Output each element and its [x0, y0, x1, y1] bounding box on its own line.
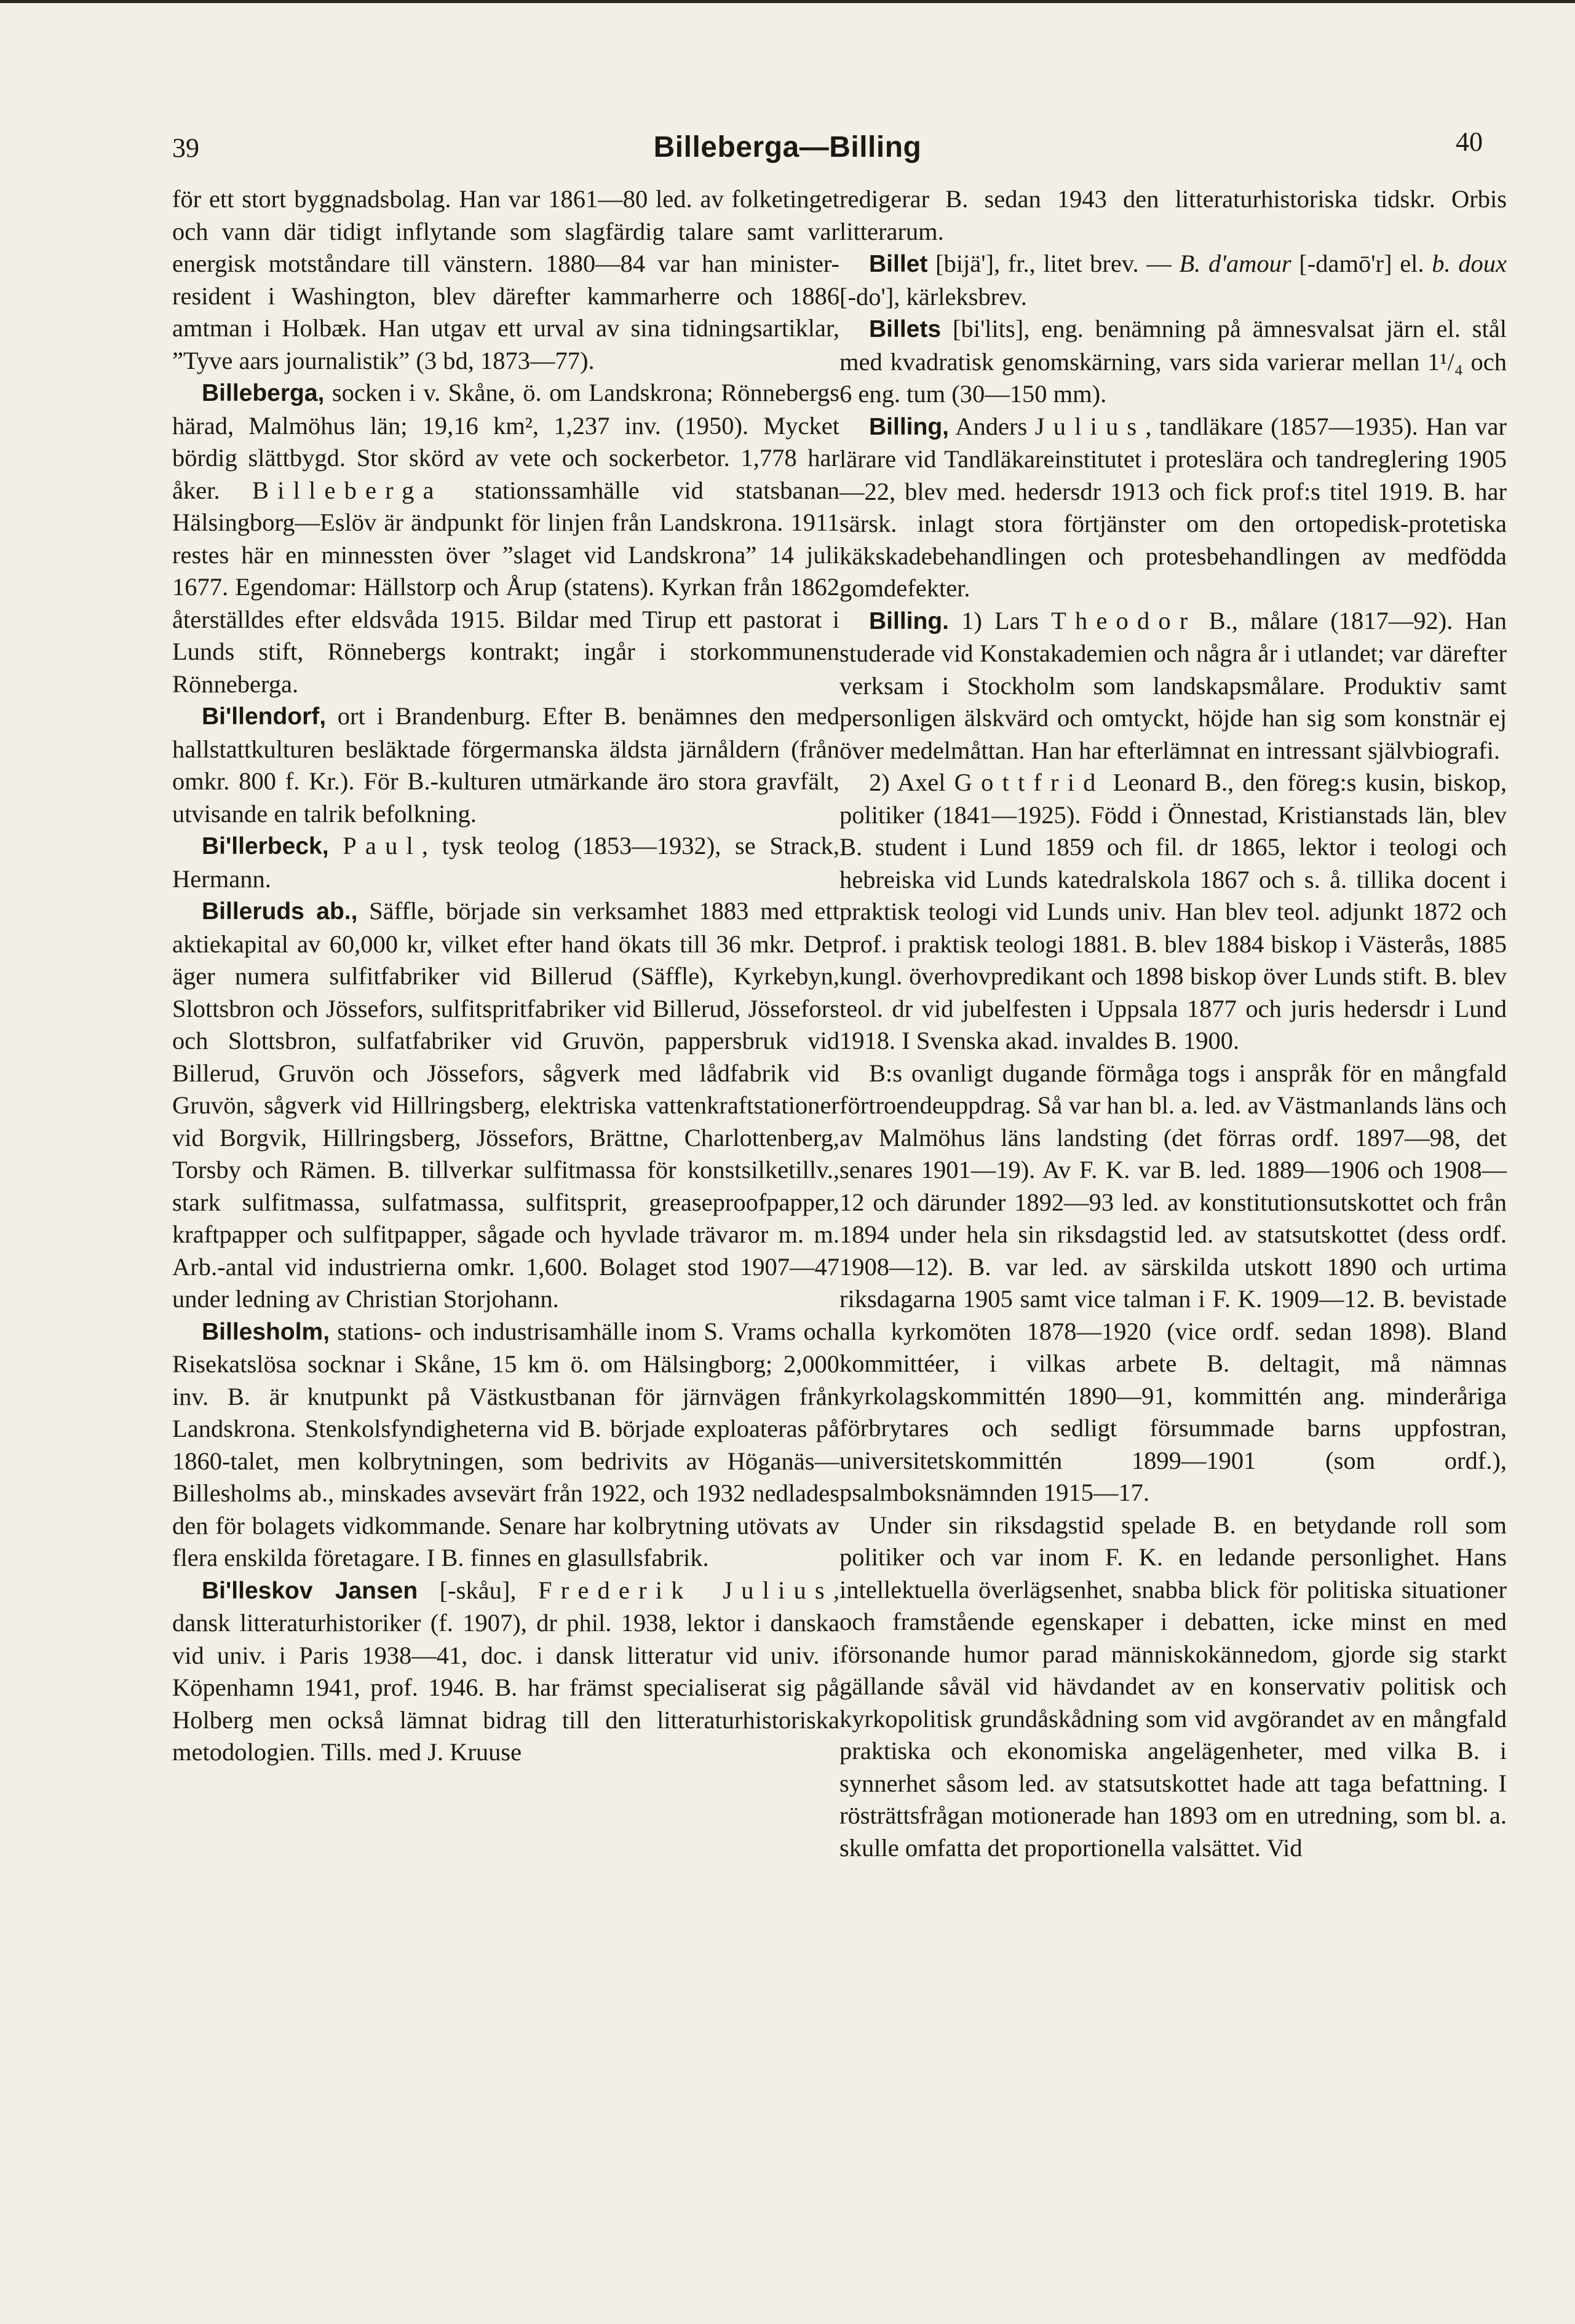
entry-text: Julius — [1034, 412, 1146, 440]
entry-billing-lars — [839, 605, 1507, 767]
entry-text: Säffle, började sin verksamhet 1883 med ett aktiekapital av 60,000 kr, vilket efter hand ökats till 36 mkr. Det äger numera sulfitfabriker vid Billerud (Säffle), Kyrkebyn, Slottsbron och Jössefors, sulfitspritfabriker vid Billerud, Jössefors och Slottsbron, sulfatfabriker vid Gruvön, pappersbruk vid Billerud, Gruvön och Jössefors, sågverk med lådfabrik vid Gruvön, sågverk vid Hillringsberg, elektriska vattenkraftstationer vid Borgvik, Hillringsberg, Jössefors, Brättne, Charlottenberg, Torsby och Rämen. B. tillverkar sulfitmassa för konstsilketillv., stark sulfitmassa, sulfatmassa, sulfitsprit, greaseproofpapper, kraftpapper och sulfitpapper, sågade och hyvlade trävaror m. m. Arb.-antal vid industrierna omkr. 1,600. Bolaget stod 1907—47 under ledning av Christian Storjohann. — [172, 897, 839, 1313]
headword: Billets — [869, 316, 942, 342]
headword: Bi'lleskov Jansen — [202, 1577, 418, 1604]
entry-billet — [839, 248, 1507, 313]
entry-billeruds — [172, 895, 839, 1316]
entry-text: , dansk litteraturhistoriker (f. 1907), dr phil. 1938, lektor i danska vid univ. i Paris 1938—41, doc. i dansk litteratur vid univ. i Köpenhamn 1941, prof. 1946. B. har främst specialiserat sig på Holberg men också lämnat bidrag till den litteraturhistoriska metodologien. Tills. med J. Kruuse — [172, 1576, 839, 1766]
headword: Billeberga, — [202, 380, 325, 406]
entry-billets — [839, 313, 1507, 411]
entry-text: Leonard B., den föreg:s kusin, biskop, politiker (1841—1925). Född i Önnestad, Kristianstads län, blev B. student i Lund 1859 och fil. dr 1865, lektor i teologi och hebreiska vid Lunds katedralskola 1867 och s. å. tillika docent i praktisk teologi vid Lunds univ. Han blev teol. adjunkt 1872 och prof. i praktisk teologi 1881. B. blev 1884 biskop i Västerås, 1885 kungl. överhovpredikant och 1898 biskop över Lunds stift. B. blev teol. dr vid jubelfesten i Uppsala 1877 och juris hedersdr i Lund 1918. I Svenska akad. invaldes B. 1900. — [839, 769, 1507, 1054]
entry-billeberga — [172, 377, 839, 700]
entry-billing-axel-3 — [839, 1509, 1507, 1865]
headword: Bi'llendorf, — [202, 703, 327, 730]
entry-billesholm — [172, 1316, 839, 1575]
top-edge-rule — [0, 0, 1575, 3]
entry-text: B:s ovanligt dugande förmåga togs i anspråk för en mångfald förtroendeuppdrag. Så var han bl. a. led. av Västmanlands läns och av Malmöhus läns landsting (det förras ordf. 1897—98, det senares 1901—19). Av F. K. var B. led. 1889—1906 och 1908—12 och därunder 1892—93 led. av konstitutionsutskottet och från 1894 under hela sin riksdagstid led. av statsutskottet (dess ordf. 1908—12). B. var led. av särskilda utskott 1890 och urtima riksdagarna 1905 samt vice talman i F. K. 1909—12. B. bevistade alla kyrkomöten 1878—1920 (vice ordf. sedan 1898). Bland kommittéer, i vilkas arbete B. deltagit, må nämnas kyrkolagskommittén 1890—91, kommittén ang. minderåriga förbrytares och sedligt försummade barns uppfostran, universitetskommittén 1899—1901 (som ordf.), psalmboksnämnden 1915—17. — [839, 1059, 1507, 1506]
entry-billing-axel — [839, 767, 1507, 1057]
headword: Bi'llerbeck, — [202, 833, 329, 860]
entry-text: B., målare (1817—92). Han studerade vid Konstakademien och några år i utlandet; var därefter verksam i Stockholm som landskapsmålare. Produktiv samt personligen älskvärd och omtyckt, höjde han sig som konstnär ej över medelmåttan. Han har efterlämnat en intressant självbiografi. — [839, 606, 1507, 764]
headword: Billing. — [869, 607, 949, 634]
entry-text: [-skåu], — [418, 1576, 538, 1604]
entry-text: Theodor — [1051, 606, 1197, 634]
page-number-left: 39 — [172, 133, 199, 163]
entry-text: Billeberga — [252, 476, 443, 504]
running-head: Billeberga—Billing — [653, 131, 922, 164]
entry-text: socken i v. Skåne, ö. om Landskrona; Rönnebergs härad, Malmöhus län; 19,16 km², 1,237 inv. (1950). Mycket bördig slättbygd. Stor skörd av vete och sockerbetor. 1,778 har åker. — [172, 379, 839, 504]
headword: Billesholm, — [202, 1318, 330, 1345]
entry-text: B. d'amour — [1179, 250, 1291, 277]
entry-cont-bille — [172, 183, 839, 377]
page-number-right: 40 — [1456, 127, 1483, 157]
entry-text: redigerar B. sedan 1943 den litteraturhistoriska tidskr. Orbis litterarum. — [839, 185, 1507, 245]
entry-text: stationssamhälle vid statsbanan Hälsingborg—Eslöv är ändpunkt för linjen från Landskrona. 1911 restes här en minnessten över ”slaget vid Landskrona” 14 juli 1677. Egendomar: Hällstorp och Årup (statens). Kyrkan från 1862 återställdes efter eldsvåda 1915. Bildar med Tirup ett pastorat i Lunds stift, Rönnebergs kontrakt; ingår i storkommunen Rönneberga. — [172, 476, 839, 698]
entry-billerbeck — [172, 830, 839, 895]
entry-text: b. doux — [1432, 250, 1507, 277]
entry-billeskov — [172, 1575, 839, 1769]
headword: Billing, — [869, 413, 949, 440]
entry-text: för ett stort byggnadsbolag. Han var 1861—80 led. av folketinget och vann där tidigt inflytande som slagfärdig talare samt var energisk motståndare till vänstern. 1880—84 var han minister-resident i Washington, blev därefter kammarherre och 1886 amtman i Holbæk. Han utgav ett urval av sina tidningsartiklar, ”Tyve aars journalistik” (3 bd, 1873—77). — [172, 185, 839, 374]
entry-text: stations- och industrisamhälle inom S. Vrams och Risekatslösa socknar i Skåne, 15 km ö. om Hälsingborg; 2,000 inv. B. är knutpunkt på Västkustbanan för järnvägen från Landskrona. Stenkolsfyndigheterna vid B. började exploateras på 1860-talet, men kolbrytningen, som bedrivits av Höganäs—Billesholms ab., minskades avsevärt från 1922, och 1932 nedlades den för bolagets vidkommande. Senare har kolbrytning utövats av flera enskilda företagare. I B. finnes en glasullsfabrik. — [172, 1317, 839, 1571]
entry-text: [bi'lits], eng. benämning på ämnesvalsat järn el. stål med kvadratisk genomskärning, vars sida varierar mellan 1¹/₄ och 6 eng. tum (30—150 mm). — [839, 315, 1507, 408]
entry-billing-anders — [839, 411, 1507, 605]
entry-text: Under sin riksdagstid spelade B. en betydande roll som politiker och var inom F. K. en ledande personlighet. Hans intellektuella överlägsenhet, snabba blick för politiska situationer och framstående egenskaper i debatten, icke minst en med försonande humor parad människokännedom, gjorde sig starkt gällande såväl vid hävdandet av en konservativ politisk och kyrkopolitisk grundåskådning som vid avgörandet av en mångfald praktiska och ekonomiska angelägenheter, med vilka B. i synnerhet såsom led. av statsutskottet hade att taga befattning. I rösträttsfrågan motionerade han 1893 om en utredning, som bl. a. skulle omfatta det proportionella valsättet. Vid — [839, 1511, 1507, 1862]
entry-text: [-damō'r] el. — [1291, 250, 1432, 277]
headword: Billet — [869, 251, 928, 277]
entry-text: , tandläkare (1857—1935). Han var lärare vid Tandläkareinstitutet i proteslära och tandreglering 1905—22, blev med. hedersdr 1913 och fick prof:s titel 1919. B. har särsk. inlagt stora förtjänster om den ortopedisk-protetiska käkskadebehandlingen och protesbehandlingen av medfödda gomdefekter. — [839, 412, 1507, 602]
entry-cont-billeskov — [839, 183, 1507, 248]
entry-text: Frederik Julius — [538, 1576, 833, 1604]
entry-text: , tysk teolog (1853—1932), se Strack, Hermann. — [172, 832, 840, 893]
entry-text: Gottfrid — [954, 769, 1105, 796]
entry-text — [329, 832, 343, 860]
entry-text: Paul — [343, 832, 422, 860]
entry-text: 1) Lars — [949, 606, 1052, 634]
entry-text: [-do'], kärleksbrev. — [839, 282, 1027, 310]
left-column — [172, 183, 839, 1769]
entry-billing-axel-2 — [839, 1057, 1507, 1509]
headword: Billeruds ab., — [202, 898, 358, 925]
entry-text: Anders — [949, 412, 1035, 440]
entry-text: ort i Brandenburg. Efter B. benämnes den med hallstattkulturen besläktade förgermanska äldsta järnåldern (från omkr. 800 f. Kr.). För B.-kulturen utmärkande äro stora gravfält, utvisande en talrik befolkning. — [172, 702, 839, 828]
entry-text: [bijä'], fr., litet brev. — — [927, 250, 1180, 277]
entry-billendorf — [172, 700, 839, 830]
right-column — [839, 183, 1507, 1864]
entry-text: 2) Axel — [869, 769, 954, 796]
